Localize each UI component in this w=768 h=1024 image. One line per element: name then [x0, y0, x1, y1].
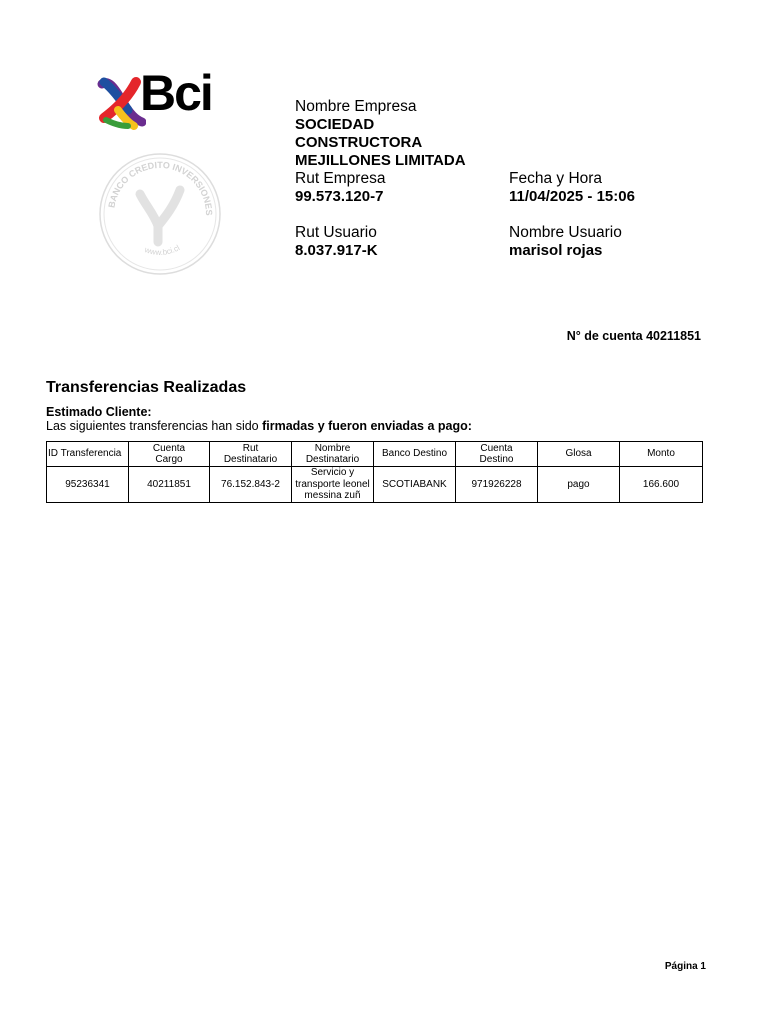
intro-bold: firmadas y fueron enviadas a pago: — [262, 419, 472, 433]
empresa-name-line-2: CONSTRUCTORA — [295, 134, 423, 151]
col-header-cuenta-cargo: Cuenta Cargo — [129, 442, 210, 467]
col-header-banco-destino: Banco Destino — [374, 442, 456, 467]
rut-usuario-value: 8.037.917-K — [295, 242, 378, 259]
greeting: Estimado Cliente: — [46, 405, 152, 419]
svg-text:BANCO CREDITO INVERSIONES: BANCO CREDITO INVERSIONES — [106, 159, 215, 216]
empresa-label: Nombre Empresa — [295, 98, 417, 115]
table-header-row — [47, 442, 703, 467]
cell-cuenta-destino: 971926228 — [456, 467, 538, 503]
svg-text:www.bci.cl: www.bci.cl — [143, 243, 182, 258]
rut-usuario-label: Rut Usuario — [295, 224, 377, 241]
bank-seal-watermark — [96, 150, 224, 278]
empresa-name-line-3: MEJILLONES LIMITADA — [295, 152, 466, 169]
cell-rut-destinatario: 76.152.843-2 — [210, 467, 292, 503]
bci-logo — [96, 65, 226, 136]
intro-prefix: Las siguientes transferencias han sido — [46, 419, 263, 433]
bci-logo-mark-icon — [96, 74, 146, 136]
fecha-label: Fecha y Hora — [509, 170, 603, 187]
cell-banco-destino: SCOTIABANK — [374, 467, 456, 503]
col-header-id-transferencia: ID Transferencia — [47, 442, 129, 467]
cell-monto: 166.600 — [620, 467, 703, 503]
cell-glosa: pago — [538, 467, 620, 503]
rut-empresa-block — [295, 170, 385, 206]
fecha-block — [509, 170, 635, 206]
rut-usuario-block — [295, 224, 378, 260]
nombre-usuario-block — [509, 224, 622, 260]
fecha-value: 11/04/2025 - 15:06 — [509, 188, 635, 205]
nombre-usuario-label: Nombre Usuario — [509, 224, 622, 241]
nombre-usuario-value: marisol rojas — [509, 242, 603, 259]
account-number: N° de cuenta 40211851 — [566, 329, 701, 343]
col-header-cuenta-destino: Cuenta Destino — [456, 442, 538, 467]
cell-id-transferencia: 95236341 — [47, 467, 129, 503]
section-title: Transferencias Realizadas — [46, 379, 247, 396]
page-number: Página 1 — [664, 961, 706, 972]
seal-icon — [96, 150, 224, 278]
transfers-table — [46, 441, 703, 503]
cell-cuenta-cargo: 40211851 — [129, 467, 210, 503]
col-header-glosa: Glosa — [538, 442, 620, 467]
cell-nombre-destinatario: Servicio y transporte leonel messina zuñ — [292, 467, 374, 503]
col-header-monto: Monto — [620, 442, 703, 467]
rut-empresa-label: Rut Empresa — [295, 170, 386, 187]
empresa-name-line-1: SOCIEDAD — [295, 116, 375, 133]
brand-name: Bci — [140, 65, 212, 121]
col-header-nombre-destinatario: Nombre Destinatario — [292, 442, 374, 467]
col-header-rut-destinatario: Rut Destinatario — [210, 442, 292, 467]
intro-text — [46, 419, 472, 433]
table-row — [47, 467, 703, 503]
rut-empresa-value: 99.573.120-7 — [295, 188, 384, 205]
empresa-block — [295, 98, 515, 170]
